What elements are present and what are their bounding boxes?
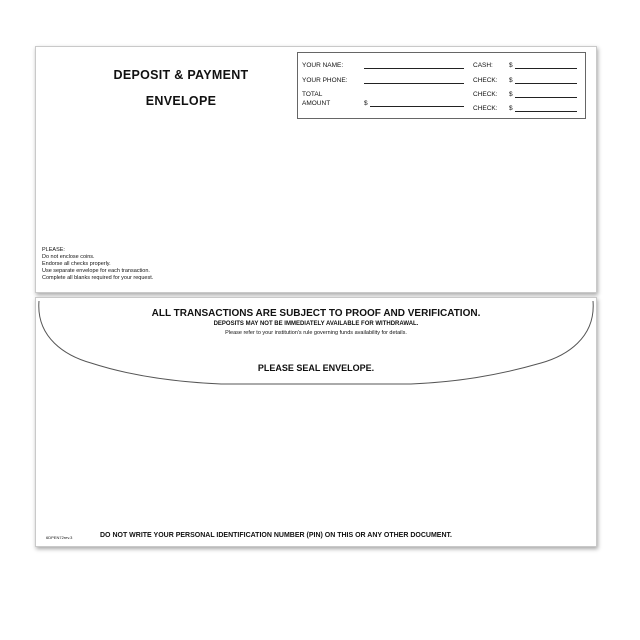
envelope-front: [35, 46, 597, 293]
check-amount-line-2[interactable]: [515, 97, 577, 98]
pin-warning: DO NOT WRITE YOUR PERSONAL IDENTIFICATION NUMBER (PIN) ON THIS OR ANY OTHER DOCUMENT.: [100, 532, 452, 539]
envelope-back: [35, 297, 597, 547]
your-phone-line[interactable]: [364, 83, 464, 84]
your-phone-label: YOUR PHONE:: [302, 77, 348, 84]
deposit-info-box: [297, 52, 586, 119]
total-currency-sign: $: [364, 100, 368, 107]
check-label-3: CHECK:: [473, 105, 498, 112]
check-amount-line-1[interactable]: [515, 83, 577, 84]
check-amount-line-3[interactable]: [515, 111, 577, 112]
instruction-item: Use separate envelope for each transaction.: [42, 268, 150, 274]
instructions-heading: PLEASE:: [42, 247, 65, 253]
total-label-line2: AMOUNT: [302, 100, 331, 107]
proof-verification-heading: ALL TRANSACTIONS ARE SUBJECT TO PROOF AND VERIFICATION.: [151, 308, 481, 319]
funds-availability-note: Please refer to your institution's rule governing funds availability for details.: [225, 330, 407, 336]
cash-amount-line[interactable]: [515, 68, 577, 69]
check-label-2: CHECK:: [473, 91, 498, 98]
check-label-1: CHECK:: [473, 77, 498, 84]
check-currency-sign-3: $: [509, 105, 513, 112]
total-amount-line[interactable]: [370, 106, 464, 107]
your-name-label: YOUR NAME:: [302, 62, 344, 69]
instruction-item: Do not enclose coins.: [42, 254, 95, 260]
cash-label: CASH:: [473, 62, 493, 69]
instructions: [42, 247, 153, 282]
check-currency-sign-2: $: [509, 91, 513, 98]
envelope-title-line2: ENVELOPE: [145, 94, 217, 108]
total-label-line1: TOTAL: [302, 91, 323, 98]
check-currency-sign-1: $: [509, 77, 513, 84]
instruction-item: Endorse all checks properly.: [42, 261, 111, 267]
seal-envelope-text: PLEASE SEAL ENVELOPE.: [257, 363, 375, 373]
envelope-title-line1: DEPOSIT & PAYMENT: [113, 68, 249, 82]
deposit-availability-notice: DEPOSITS MAY NOT BE IMMEDIATELY AVAILABLE FOR WITHDRAWAL.: [213, 321, 419, 327]
instruction-item: Complete all blanks required for your request.: [42, 275, 154, 281]
cash-currency-sign: $: [509, 62, 513, 69]
your-name-line[interactable]: [364, 68, 464, 69]
form-code: 6DPEN72rev.3: [46, 535, 73, 540]
